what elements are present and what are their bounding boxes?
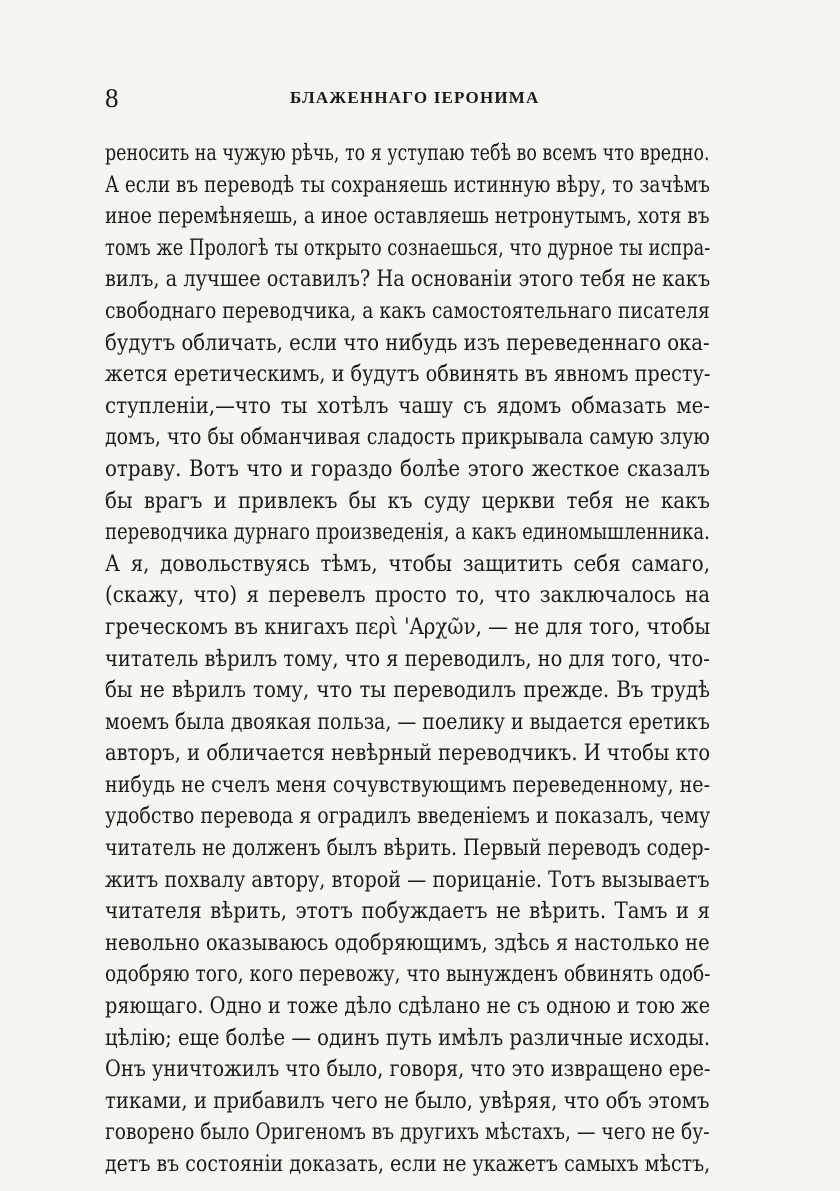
text-line: ступленіи,—что ты хотѣлъ чашу съ ядомъ обмазать ме- (105, 393, 710, 419)
text-line: томъ же Прологѣ ты открыто сознаешься, что дурное ты испра- (105, 235, 711, 261)
text-line: цѣлію; еще болѣе — одинъ путь имѣлъ различные исходы. (105, 1025, 711, 1051)
text-line: греческомъ въ книгахъ περὶ 'Αρχῶν, — не для того, чтобы (105, 614, 711, 640)
text-line: свободнаго переводчика, а какъ самостоятельнаго писателя (105, 298, 710, 324)
text-line: будутъ обличать, если что нибудь изъ переведеннаго ока- (105, 330, 710, 356)
text-line: нибудь не счелъ меня сочувствующимъ переведенному, не- (105, 772, 711, 798)
running-title: БЛАЖЕННАГО ІЕРОНИМА (290, 88, 540, 107)
text-line: одобряю того, кого перевожу, что вынужденъ обвинять одоб- (105, 962, 711, 988)
text-line: детъ въ состояніи доказать, если не укажетъ самыхъ мѣстъ, (105, 1152, 711, 1177)
text-line: бы не вѣрилъ тому, что ты переводилъ прежде. Въ трудѣ (105, 678, 710, 704)
text-line: домъ, что бы обманчивая сладость прикрывала самую злую (105, 425, 710, 451)
text-line: житъ похвалу автору, второй — порицаніе. Тотъ вызываетъ (105, 867, 710, 893)
text-line: авторъ, и обличается невѣрный переводчикъ. И чтобы кто (105, 741, 711, 767)
text-line: удобство перевода я оградилъ введеніемъ и показалъ, чему (105, 804, 711, 830)
text-line: переводчика дурнаго произведенія, а какъ единомышленника. (105, 520, 710, 546)
text-line: говорено было Оригеномъ въ другихъ мѣстахъ, — чего не бу- (105, 1120, 710, 1146)
text-line: Онъ уничтожилъ что было, говоря, что это извращено ере- (105, 1057, 711, 1083)
text-line: отраву. Вотъ что и гораздо болѣе этого жесткое сказалъ (105, 456, 710, 482)
text-line: вилъ, а лучшее оставилъ? На основаніи этого тебя не какъ (105, 267, 711, 293)
text-line: реносить на чужую рѣчь, то я уступаю тебѣ во всемъ что вредно. (105, 141, 710, 166)
text-line: ряющаго. Одно и тоже дѣло сдѣлано не съ одною и тою же (105, 994, 711, 1020)
text-line: А если въ переводѣ ты сохраняешь истинную вѣру, то зачѣмъ (105, 172, 710, 198)
text-line: А я, довольствуясь тѣмъ, чтобы защитить себя самаго, (105, 551, 710, 577)
text-line: читатель вѣрилъ тому, что я переводилъ, но для того, что- (105, 646, 710, 672)
text-line: моемъ была двоякая польза, — поелику и выдается еретикъ (105, 709, 710, 735)
text-line: невольно оказываюсь одобряющимъ, здѣсь я настолько не (105, 930, 710, 956)
text-line: жется еретическимъ, и будутъ обвинять въ явномъ престу- (105, 362, 711, 388)
body-text (105, 138, 710, 1181)
text-line: тиками, и прибавилъ чего не было, увѣряя, что объ этомъ (105, 1088, 710, 1114)
text-line: иное перемѣняешь, а иное оставляешь нетронутымъ, хотя въ (105, 204, 710, 230)
text-line: читатель не долженъ былъ вѣрить. Первый переводъ содер- (105, 836, 711, 862)
text-line: читателя вѣрить, этотъ побуждаетъ не вѣрить. Тамъ и я (105, 899, 710, 925)
text-line: бы врагъ и привлекъ бы къ суду церкви тебя не какъ (105, 488, 710, 514)
page-number: 8 (105, 83, 119, 113)
text-line: (скажу, что) я перевелъ просто то, что заключалось на (105, 583, 710, 609)
